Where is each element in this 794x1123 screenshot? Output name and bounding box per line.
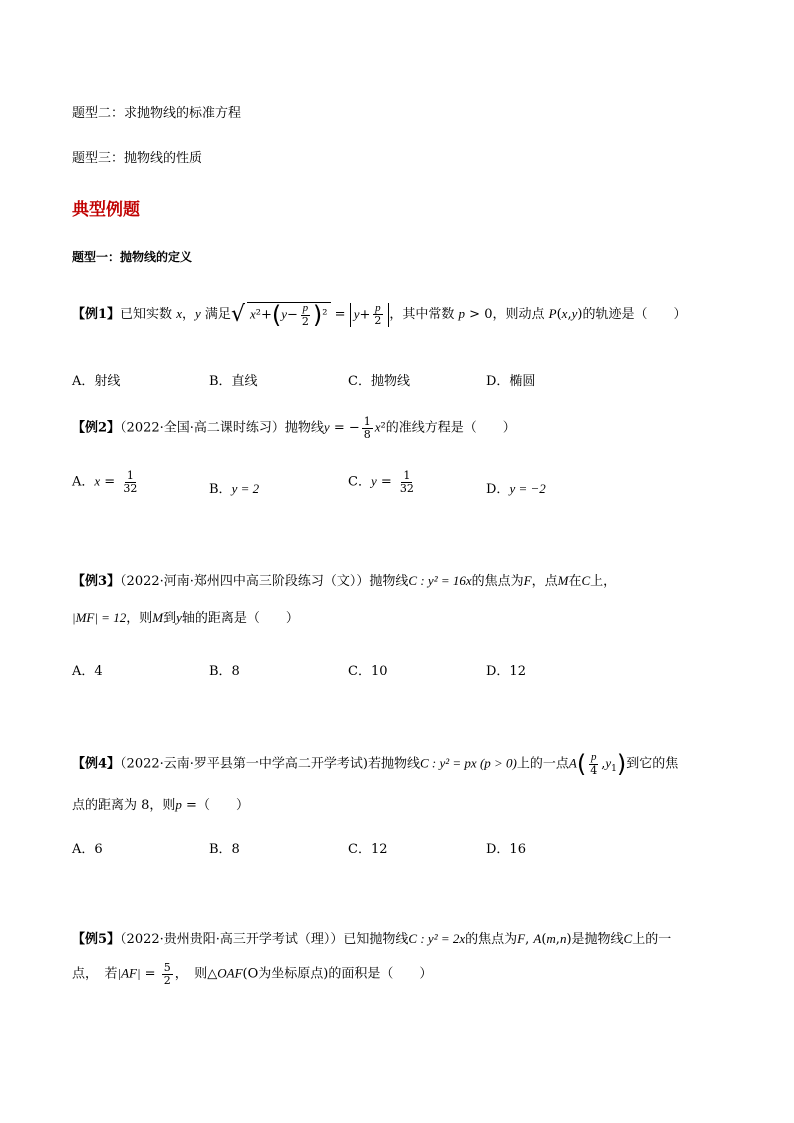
- example-1-option-d: D．椭圆: [486, 374, 536, 389]
- example-3-question-line2: |MF| = 12，则M到y轴的距离是（ ）: [72, 610, 299, 626]
- example-1-question: 【例1】已知实数 x，y 满足√ x²+(y− $\frac{p}{2}$ )² = y+ $\frac{p}{2}$ ，其中常数 p > 0，则动点 P(x,y)的轨迹是（ ）: [72, 301, 687, 330]
- example-3-option-a: A．4: [72, 664, 103, 679]
- example-3-option-c: C．10: [348, 664, 388, 679]
- example-4-question-line2: 点的距离为 8，则p =（ ）: [72, 797, 249, 813]
- example-1-option-a: A．射线: [72, 374, 121, 389]
- example-1-option-c: C．抛物线: [348, 374, 410, 389]
- example-2-option-a: A．x = $\frac{1}{32}$: [72, 469, 138, 495]
- example-3-option-d: D．12: [486, 664, 526, 679]
- type3-heading: 题型三：抛物线的性质: [72, 151, 203, 166]
- example-4-option-c: C．12: [348, 842, 388, 857]
- example-4-option-a: A．6: [72, 842, 103, 857]
- type2-heading: 题型二：求抛物线的标准方程: [72, 106, 242, 121]
- example-4-question: 【例4】（2022·云南·罗平县第一中学高二开学考试)若抛物线C : y² = px (p > 0)上的一点A( $\frac{p}{4}$ $,y_1$)到它的焦: [72, 750, 679, 779]
- example-4-option-d: D．16: [486, 842, 526, 857]
- example-5-question-line2: 点， 若|AF| = $\frac{5}{2}$ ， 则△OAF(O为坐标原点)的面积是（ ）: [72, 961, 433, 987]
- example-2-option-b: B．y = 2: [209, 481, 260, 497]
- section-title: 典型例题: [72, 200, 140, 220]
- example-5-question: 【例5】（2022·贵州贵阳·高三开学考试（理））已知抛物线C : y² = 2x的焦点为F, A(m,n)是抛物线C上的一: [72, 931, 672, 947]
- example-1-option-b: B．直线: [209, 374, 258, 389]
- example-tag: 【例1】: [72, 307, 121, 323]
- example-2-option-d: D．y = −2: [486, 481, 546, 497]
- example-2-question: 【例2】（2022·全国·高二课时练习）抛物线y = − $\frac{1}{8}$ x²的准线方程是（ ）: [72, 415, 516, 441]
- example-3-question: 【例3】（2022·河南·郑州四中高三阶段练习（文））抛物线C : y² = 16x的焦点为F，点M在C上，: [72, 573, 617, 589]
- sub-title: 题型一：抛物线的定义: [72, 250, 193, 264]
- example-4-option-b: B．8: [209, 842, 240, 857]
- example-2-option-c: C．y = $\frac{1}{32}$: [348, 469, 414, 495]
- example-3-option-b: B．8: [209, 664, 240, 679]
